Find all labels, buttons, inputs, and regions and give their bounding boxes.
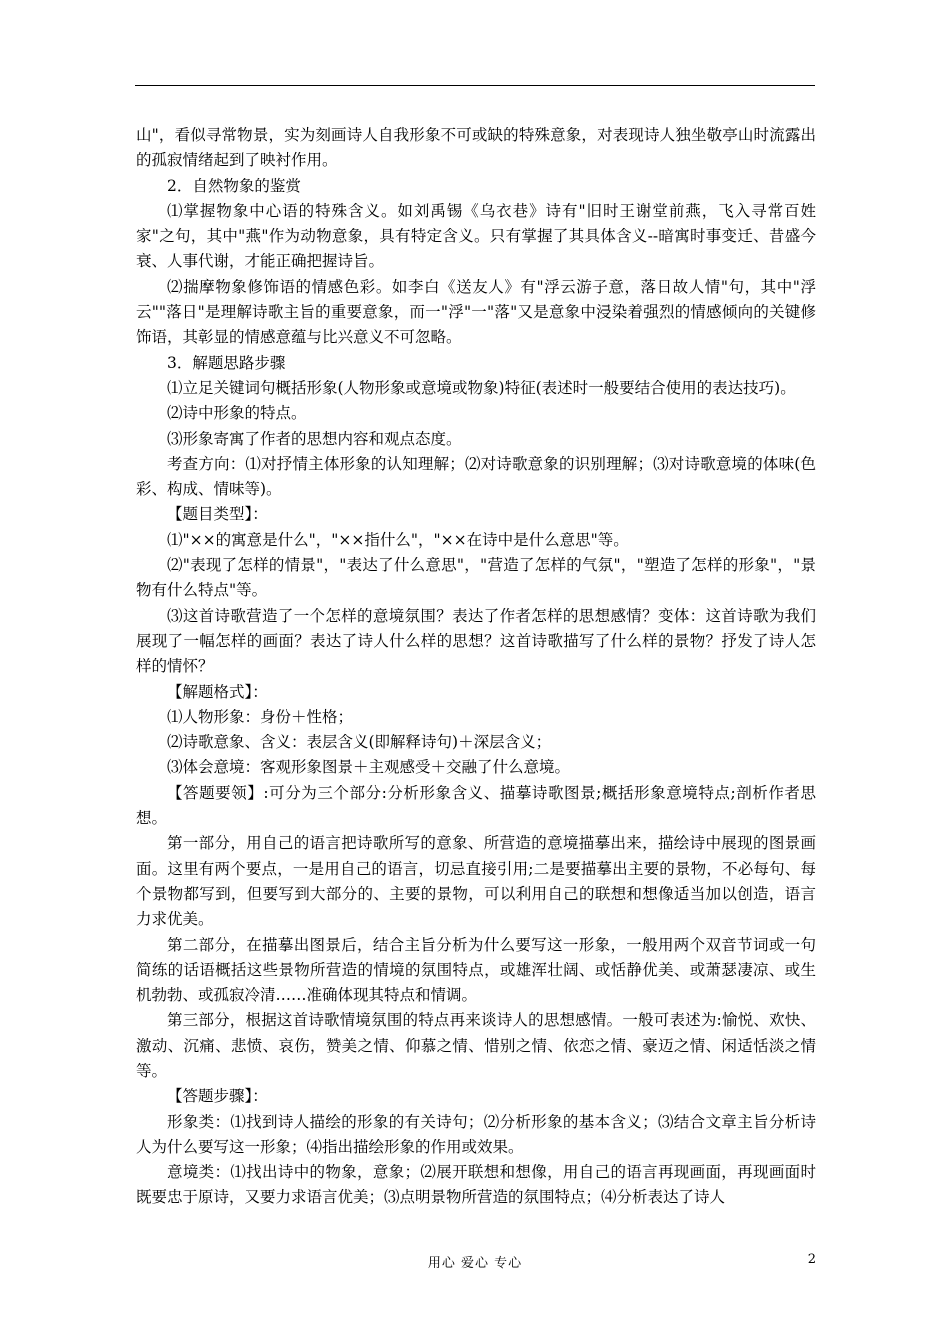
paragraph: 山"，看似寻常物景，实为刻画诗人自我形象不可或缺的特殊意象，对表现诗人独坐敬亭山时流露出的孤寂情绪起到了映衬作用。	[136, 126, 816, 170]
paragraph: ⑴掌握物象中心语的特殊含义。如刘禹锡《乌衣巷》诗有"旧时王谢堂前燕，飞入寻常百姓家"之句，其中"燕"作为动物意象，具有特定含义。只有掌握了其具体含义--暗寓时事变迁、昔盛今衰、人事代谢，才能正确把握诗旨。	[136, 201, 816, 271]
paragraph: ⑵诗中形象的特点。	[167, 404, 307, 423]
document-body	[136, 123, 816, 1211]
header-rule	[135, 85, 815, 86]
footer-slogan: 用心 爱心 专心	[427, 1256, 523, 1271]
paragraph: 【答题步骤】：	[167, 1087, 268, 1106]
paragraph: 【题目类型】：	[167, 505, 268, 524]
paragraph: 考查方向：⑴对抒情主体形象的认知理解；⑵对诗歌意象的识别理解；⑶对诗歌意境的体味(色彩、构成、情味等)。	[136, 454, 816, 499]
paragraph: 【答题要领】:可分为三个部分:分析形象含义、描摹诗歌图景;概括形象意境特点;剖析作者思想。	[136, 783, 816, 828]
paragraph: 第一部分，用自己的语言把诗歌所写的意象、所营造的意境描摹出来，描绘诗中展现的图景画面。这里有两个要点，一是用自己的语言，切忌直接引用;二是要描摹出主要的景物，不必每句、每个景物都写到，但要写到大部分的、主要的景物，可以利用自己的联想和想像适当加以创造，语言力求优美。	[136, 834, 816, 929]
paragraph: ⑴人物形象：身份＋性格；	[167, 707, 354, 726]
paragraph: 第二部分，在描摹出图景后，结合主旨分析为什么要写这一形象，一般用两个双音节词或一句简练的话语概括这些景物所营造的情境的氛围特点，或雄浑壮阔、或恬静优美、或萧瑟凄凉、或生机勃勃、或孤寂冷清……准确体现其特点和情调。	[136, 935, 816, 1005]
paragraph: ⑴立足关键词句概括形象(人物形象或意境或物象)特征(表述时一般要结合使用的表达技巧)。	[167, 378, 796, 397]
paragraph: ⑶体会意境：客观形象图景＋主观感受＋交融了什么意境。	[167, 758, 571, 777]
paragraph: 意境类：⑴找出诗中的物象，意象；⑵展开联想和想像，用自己的语言再现画面，再现画面时既要忠于原诗，又要力求语言优美；⑶点明景物所营造的氛围特点；⑷分析表达了诗人	[136, 1163, 816, 1207]
paragraph: ⑵揣摩物象修饰语的情感色彩。如李白《送友人》有"浮云游子意，落日故人情"句，其中"浮云""落日"是理解诗歌主旨的重要意象，而一"浮"一"落"又是意象中浸染着强烈的情感倾向的关键修饰语，其彰显的情感意蕴与比兴意义不可忽略。	[136, 277, 816, 347]
paragraph: 形象类：⑴找到诗人描绘的形象的有关诗句；⑵分析形象的基本含义；⑶结合文章主旨分析诗人为什么要写这一形象；⑷指出描绘形象的作用或效果。	[136, 1112, 816, 1156]
paragraph: ⑶形象寄寓了作者的思想内容和观点态度。	[167, 429, 462, 448]
paragraph: ⑶这首诗歌营造了一个怎样的意境氛围？表达了作者怎样的思想感情？变体：这首诗歌为我们展现了一幅怎样的画面？表达了诗人什么样的思想？这首诗歌描写了什么样的景物？抒发了诗人怎样的情怀？	[136, 606, 816, 676]
paragraph: 2．自然物象的鉴赏	[167, 176, 301, 195]
paragraph: 第三部分，根据这首诗歌情境氛围的特点再来谈诗人的思想感情。一般可表述为:愉悦、欢快、激动、沉痛、悲愤、哀伤，赞美之情、仰慕之情、惜别之情、依恋之情、豪迈之情、闲适恬淡之情等。	[136, 1011, 816, 1080]
paragraph: ⑵诗歌意象、含义：表层含义(即解释诗句)＋深层含义；	[167, 733, 552, 752]
paragraph: ⑴"××的寓意是什么"，"××指什么"，"××在诗中是什么意思"等。	[167, 530, 629, 549]
paragraph: 3．解题思路步骤	[167, 353, 286, 372]
page-number: 2	[807, 1252, 816, 1267]
paragraph: ⑵"表现了怎样的情景"，"表达了什么意思"，"营造了怎样的气氛"，"塑造了怎样的形象"，"景物有什么特点"等。	[136, 556, 816, 600]
paragraph: 【解题格式】：	[167, 682, 268, 701]
